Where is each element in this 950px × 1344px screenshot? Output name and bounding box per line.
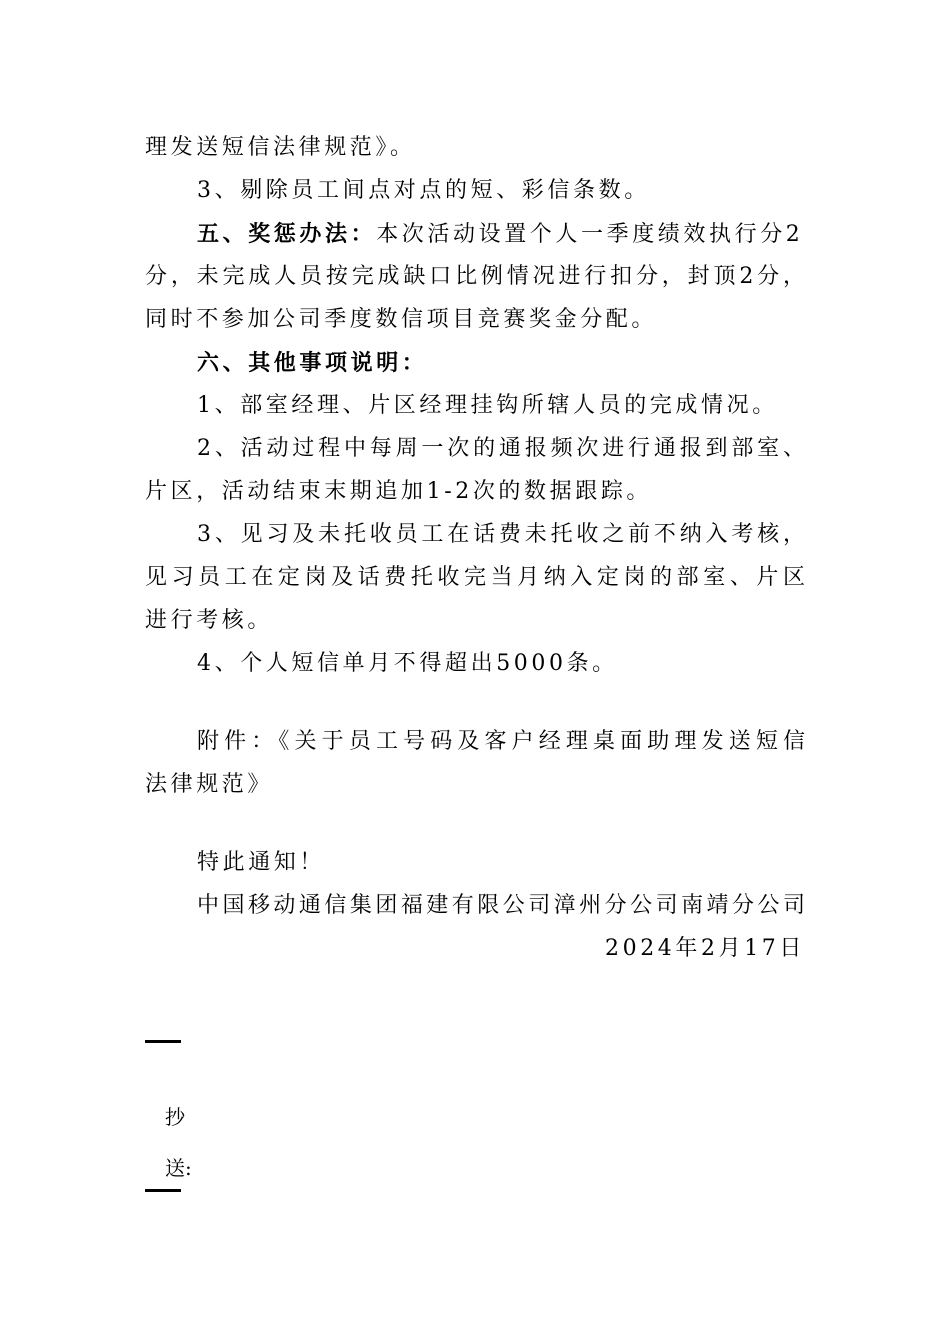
paragraph-line: 分，未完成人员按完成缺口比例情况进行扣分，封顶2分， [145,264,805,289]
paragraph-line: 片区，活动结束末期追加1-2次的数据跟踪。 [145,479,653,504]
paragraph-line: 理发送短信法律规范》。 [145,135,416,160]
divider-line [145,1040,181,1043]
paragraph-line: 同时不参加公司季度数信项目竞赛奖金分配。 [145,307,658,332]
paragraph-line: 3、剔除员工间点对点的短、彩信条数。 [197,178,650,203]
section-5-line [197,219,805,250]
section-5-text: 本次活动设置个人一季度绩效执行分2 [376,222,804,247]
paragraph-line: 3、见习及未托收员工在话费未托收之前不纳入考核， [197,522,805,547]
paragraph-line: 1、部室经理、片区经理挂钩所辖人员的完成情况。 [197,393,778,418]
paragraph-line: 2、活动过程中每周一次的通报频次进行通报到部室、 [197,436,805,461]
paragraph-line: 4、个人短信单月不得超出5000条。 [197,651,618,676]
cc-label-char: 送: [165,1156,192,1180]
cc-label-char: 抄 [165,1105,185,1129]
notice-closing: 特此通知！ [197,850,326,875]
issuer-name: 中国移动通信集团福建有限公司漳州分公司南靖分公司 [197,893,805,918]
section-5-heading: 五、奖惩办法： [197,221,377,247]
paragraph-line: 进行考核。 [145,608,274,633]
attachment-line: 附件：《关于员工号码及客户经理桌面助理发送短信 [197,729,805,754]
issue-date: 2024年2月17日 [605,936,805,961]
paragraph-line: 见习员工在定岗及话费托收完当月纳入定岗的部室、片区 [145,565,805,590]
section-6-heading: 六、其他事项说明： [197,350,428,376]
attachment-line: 法律规范》 [145,772,274,797]
divider-line [145,1189,181,1192]
